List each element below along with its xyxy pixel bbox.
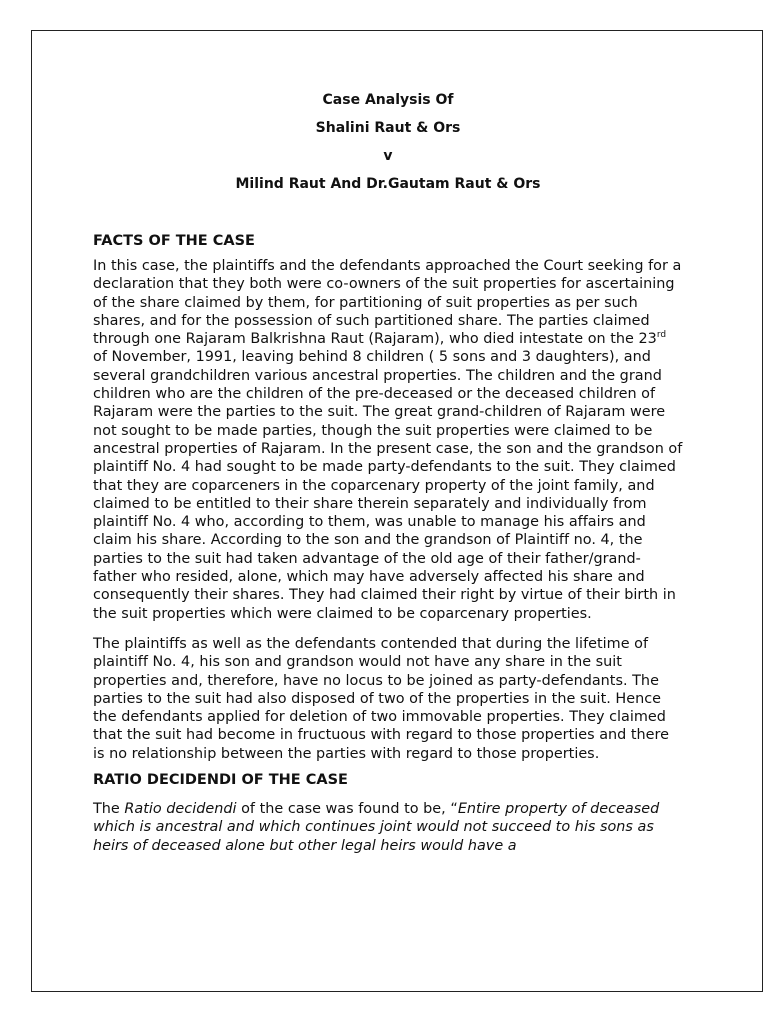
ratio-lead: The (93, 801, 125, 818)
case-title (93, 86, 683, 198)
title-line-4: Milind Raut And Dr.Gautam Raut & Ors (235, 176, 541, 192)
ratio-quote: Entire property of deceased which is ancestral and which continues joint would not succeed to his sons as heirs of deceased alone but other legal heirs would have a (93, 801, 660, 854)
facts-paragraph-2: The plaintiffs as well as the defendants contended that during the lifetime of plaintiff No. 4, his son and grandson would not have any share in the suit properties and, therefore, have no locus to be joined as party-defendants. The parties to the suit had also disposed of two of the properties in the suit. Hence the defendants applied for deletion of two immovable properties. They claimed that the suit had become in fructuous with regard to those properties and there is no relationship between the parties with regard to those properties. (93, 635, 670, 762)
ordinal-suffix: rd (656, 330, 667, 341)
facts-heading: FACTS OF THE CASE (93, 233, 255, 249)
ratio-paragraph (93, 800, 683, 855)
facts-paragraph-1 (93, 257, 683, 623)
facts-paragraph-1-part-2: of November, 1991, leaving behind 8 children ( 5 sons and 3 daughters), and several grandchildren various ancestral properties. The children and the grand children who are the children of the pre-deceased or the deceased children of Rajaram were the parties to the suit. The great grand-children of Rajaram were not sought to be made parties, though the suit properties were claimed to be ancestral properties of Rajaram. In the present case, the son and the grandson of plaintiff No. 4 had sought to be made party-defendants to the suit. They claimed that they are coparceners in the coparcenary property of the joint family, and claimed to be entitled to their share therein separately and individually from plaintiff No. 4 who, according to them, was unable to manage his affairs and claim his share. According to the son and the grandson of Plaintiff no. 4, the parties to the suit had taken advantage of the old age of their father/grand-father who resided, alone, which may have adversely affected his share and consequently their shares. They had claimed their right by virtue of their birth in the suit properties which were claimed to be coparcenary properties. (93, 349, 683, 622)
title-line-3: v (383, 148, 393, 164)
title-line-1: Case Analysis Of (322, 92, 454, 108)
title-line-2: Shalini Raut & Ors (315, 120, 461, 136)
ratio-heading: RATIO DECIDENDI OF THE CASE (93, 772, 348, 789)
ratio-mid: of the case was found to be, “ (236, 801, 458, 818)
document-body (93, 86, 683, 855)
ratio-term: Ratio decidendi (124, 801, 237, 818)
facts-paragraph-1-part-1: In this case, the plaintiffs and the defendants approached the Court seeking for a declaration that they both were co-owners of the suit properties for ascertaining of the share claimed by them, for partitioning of suit properties as per such shares, and for the possession of such partitioned share. The parties claimed through one Rajaram Balkrishna Raut (Rajaram), who died intestate on the 23 (93, 258, 682, 348)
